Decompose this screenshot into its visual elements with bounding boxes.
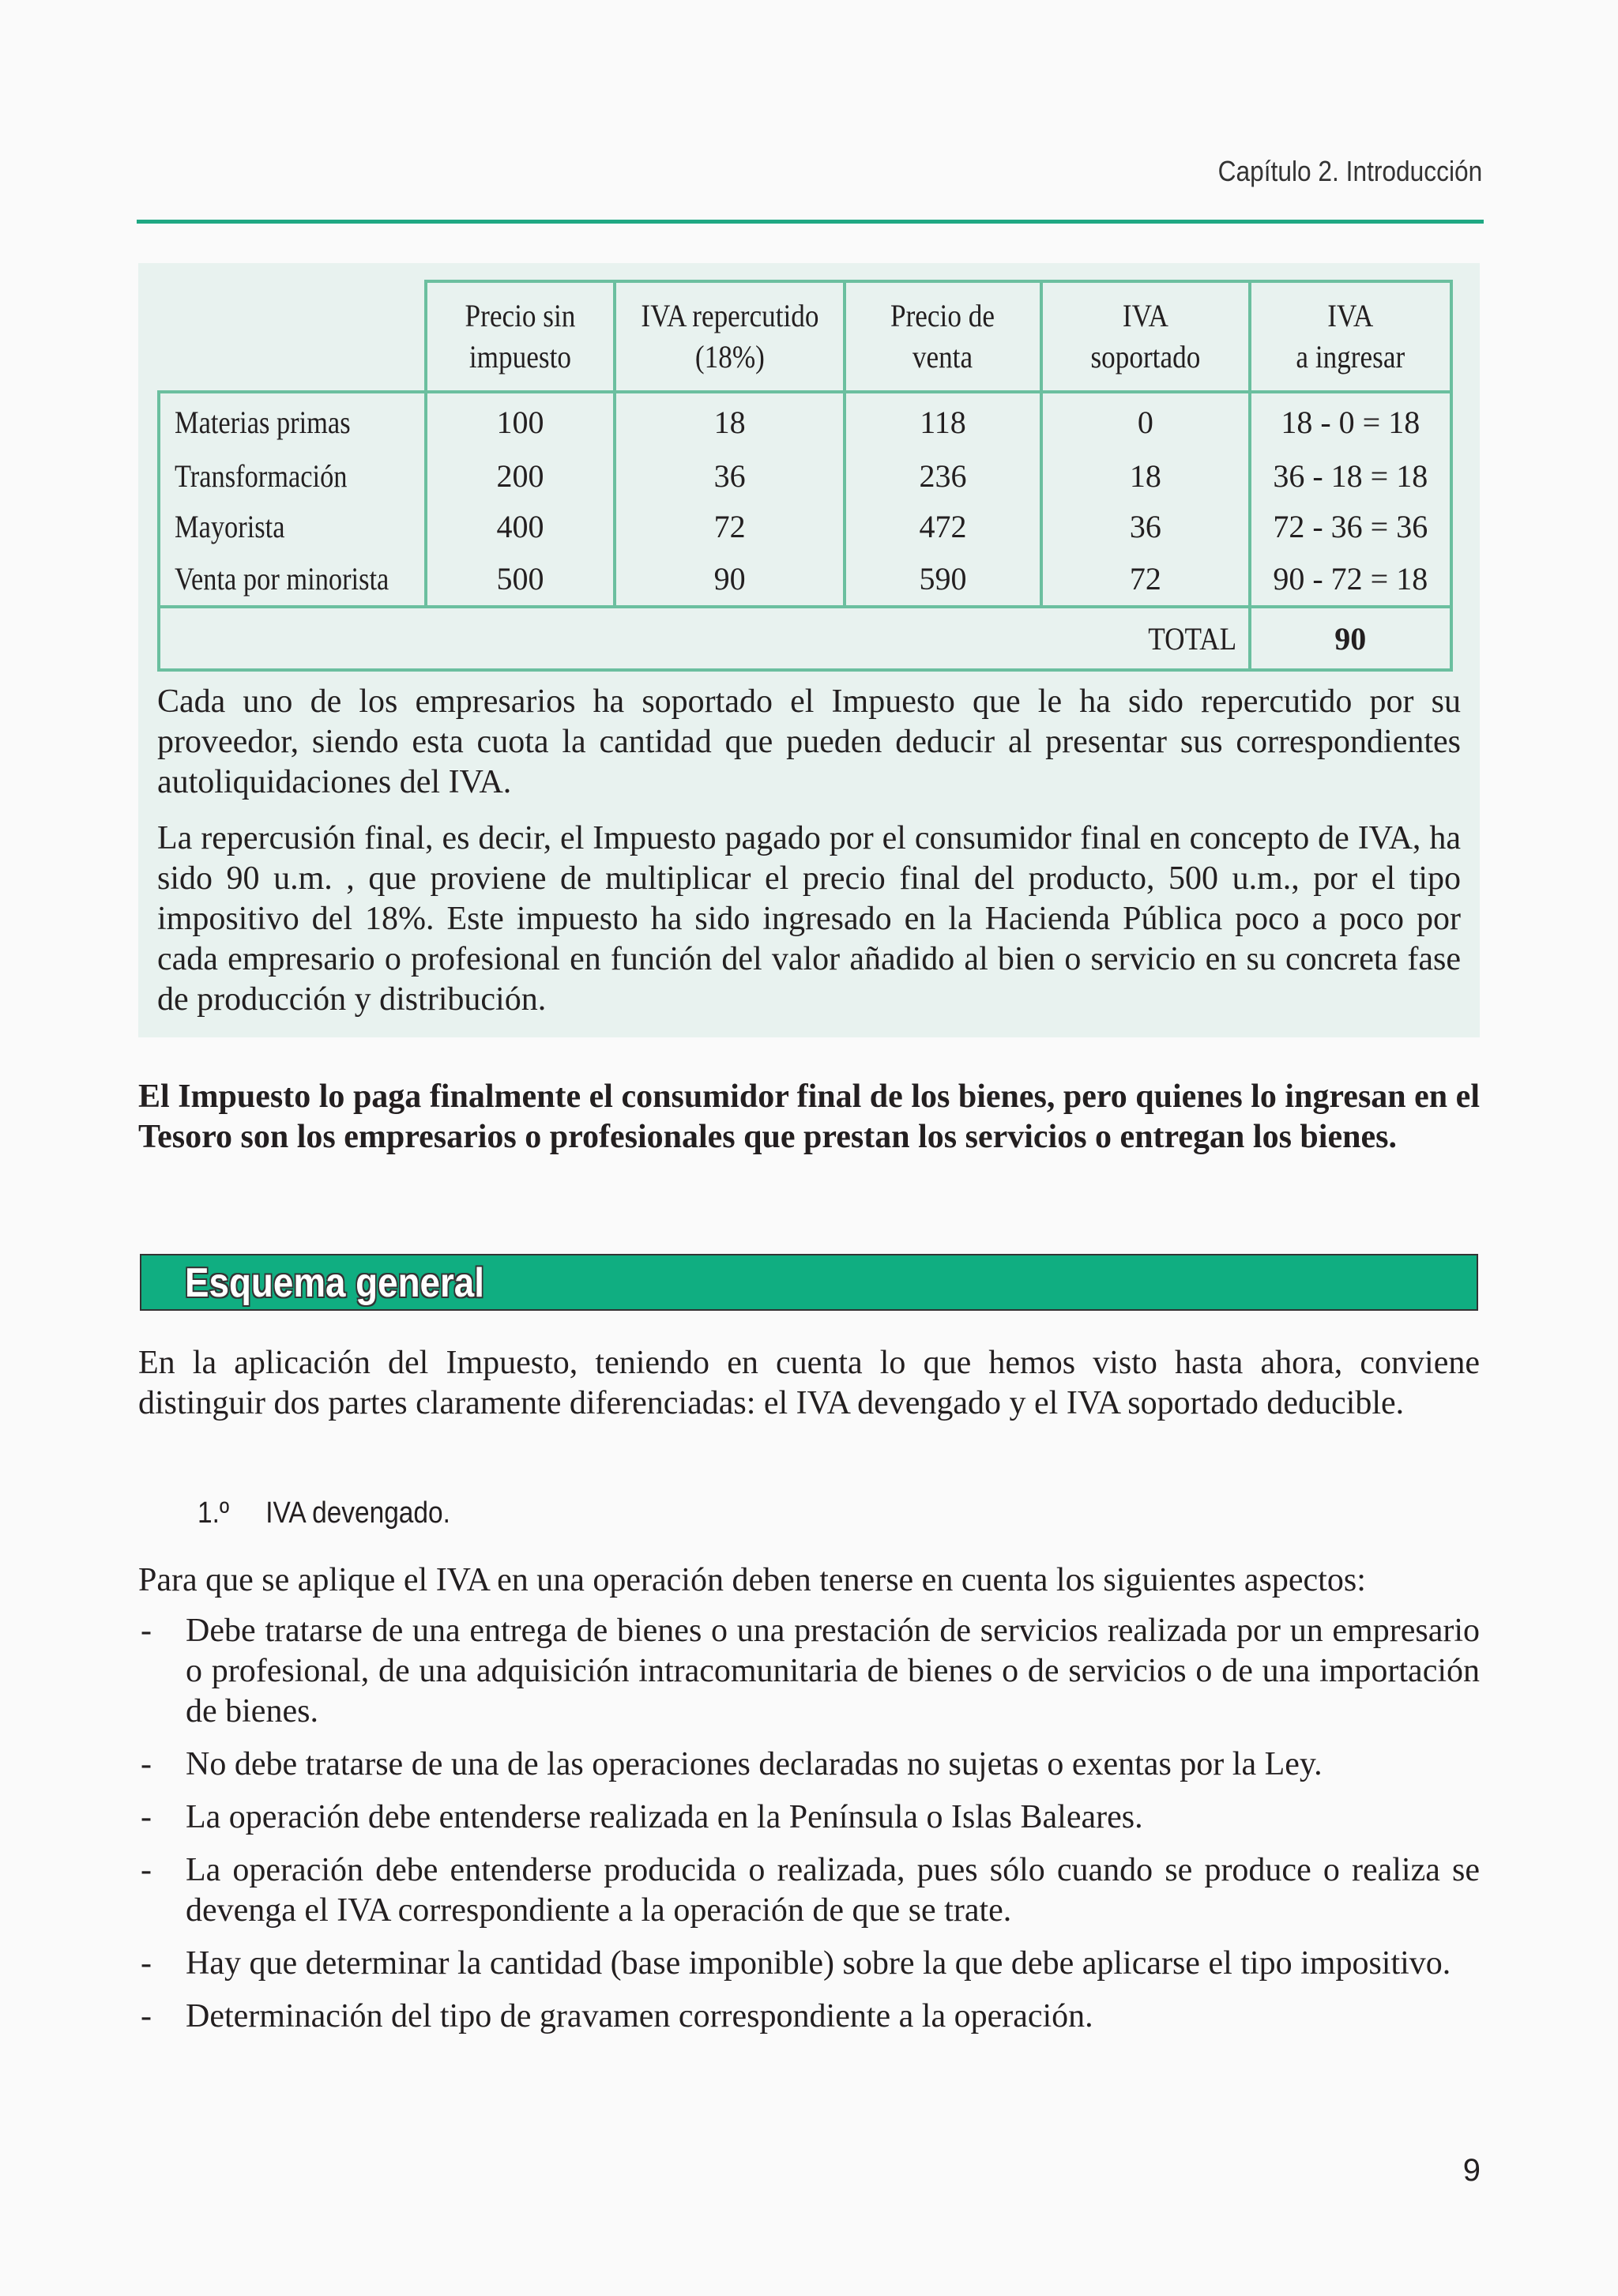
list-item: - No debe tratarse de una de las operaciones declaradas no sujetas o exentas por la Ley. — [138, 1745, 1480, 1785]
column-header: Precio de venta — [845, 281, 1041, 392]
bold-statement: El Impuesto lo paga finalmente el consumidor final de los bienes, pero quienes lo ingresan en el Tesoro son los empresarios o profesionales que prestan los servicios o entregan los bienes. — [138, 1078, 1480, 1155]
table-cell: 500 — [426, 551, 615, 607]
row-label: Materias primas — [159, 392, 426, 450]
table-header-blank — [159, 281, 426, 392]
aspects-lead: Para que se aplique el IVA en una operación deben tenerse en cuenta los siguientes aspectos: — [138, 1562, 1366, 1598]
total-label: TOTAL — [1041, 607, 1249, 670]
box-paragraph-2: La repercusión final, es decir, el Impuesto pagado por el consumidor final en concepto de IVA, ha sido 90 u.m. , que proviene de multiplicar el precio final del producto, 500 u.m., por el tipo impositivo del 18%. Este impuesto ha sido ingresado en la Hacienda Pública poco a poco por cada empresario o profesional en función del valor añadido al bien o servicio en su concreta fase de producción y distribución. — [157, 820, 1461, 1018]
chapter-header: Capítulo 2. Introducción — [1217, 155, 1482, 187]
table-row — [159, 551, 1451, 607]
table-row — [159, 392, 1451, 450]
dash-bullet: - — [141, 1799, 152, 1835]
table-cell: 0 — [1041, 392, 1249, 450]
table-cell: 36 — [615, 450, 844, 501]
list-item: - Hay que determinar la cantidad (base imponible) sobre la que debe aplicarse el tipo impositivo. — [138, 1944, 1480, 1984]
header-rule — [137, 220, 1484, 224]
table-cell: 118 — [845, 392, 1041, 450]
table-cell: 36 - 18 = 18 — [1250, 450, 1451, 501]
table-cell: 100 — [426, 392, 615, 450]
table-row — [159, 450, 1451, 501]
column-header: Precio sin impuesto — [426, 281, 615, 392]
subsection-title: IVA devengado. — [265, 1496, 450, 1530]
table-cell: 72 - 36 = 36 — [1250, 501, 1451, 551]
table-cell: 36 — [1041, 501, 1249, 551]
row-label: Venta por minorista — [159, 551, 426, 607]
table-row — [159, 501, 1451, 551]
section-intro: En la aplicación del Impuesto, teniendo en cuenta lo que hemos visto hasta ahora, conviene distinguir dos partes claramente diferenciadas: el IVA devengado y el IVA soportado deducible. — [138, 1345, 1480, 1421]
dash-bullet: - — [141, 1613, 152, 1649]
dash-bullet: - — [141, 1945, 152, 1982]
total-value: 90 — [1250, 607, 1451, 670]
row-label: Mayorista — [159, 501, 426, 551]
table-cell: 72 — [1041, 551, 1249, 607]
list-item: - La operación debe entenderse realizada en la Península o Islas Baleares. — [138, 1797, 1480, 1838]
row-label: Transformación — [159, 450, 426, 501]
table-cell: 18 — [1041, 450, 1249, 501]
subsection-heading — [198, 1496, 450, 1530]
column-header: IVA soportado — [1041, 281, 1249, 392]
dash-bullet: - — [141, 1998, 152, 2034]
subsection-number: 1.º — [198, 1496, 230, 1530]
table-cell: 590 — [845, 551, 1041, 607]
page-number: 9 — [1462, 2153, 1481, 2188]
table-cell: 236 — [845, 450, 1041, 501]
table-cell: 90 — [615, 551, 844, 607]
list-item: - Debe tratarse de una entrega de bienes o una prestación de servicios realizada por un empresario o profesional, de una adquisición intracomunitaria de bienes o de servicios o de una importación de bienes. — [141, 1613, 1480, 1730]
table-cell: 18 — [615, 392, 844, 450]
column-header: IVA repercutido (18%) — [615, 281, 844, 392]
list-item: - Determinación del tipo de gravamen correspondiente a la operación. — [138, 1997, 1480, 2037]
table-cell: 90 - 72 = 18 — [1250, 551, 1451, 607]
table-cell: 72 — [615, 501, 844, 551]
dash-bullet: - — [141, 1746, 152, 1782]
total-spacer — [159, 607, 1041, 670]
dash-bullet: - — [141, 1852, 152, 1888]
list-item: - La operación debe entenderse producida o realizada, pues sólo cuando se produce o realiza se devenga el IVA correspondiente a la operación de que se trate. — [141, 1852, 1480, 1929]
aspects-list — [138, 1611, 1480, 2049]
table-cell: 400 — [426, 501, 615, 551]
total-row — [159, 607, 1451, 670]
table-cell: 472 — [845, 501, 1041, 551]
box-paragraph-1: Cada uno de los empresarios ha soportado el Impuesto que le ha sido repercutido por su proveedor, siendo esta cuota la cantidad que pueden deducir al presentar sus correspondientes autoliquidaciones del IVA. — [157, 683, 1461, 800]
table-header-row — [159, 281, 1451, 392]
vat-example-table — [157, 280, 1453, 672]
section-title: Esquema general — [185, 1260, 484, 1306]
column-header: IVA a ingresar — [1250, 281, 1451, 392]
section-banner — [140, 1254, 1478, 1311]
table-cell: 18 - 0 = 18 — [1250, 392, 1451, 450]
table-cell: 200 — [426, 450, 615, 501]
